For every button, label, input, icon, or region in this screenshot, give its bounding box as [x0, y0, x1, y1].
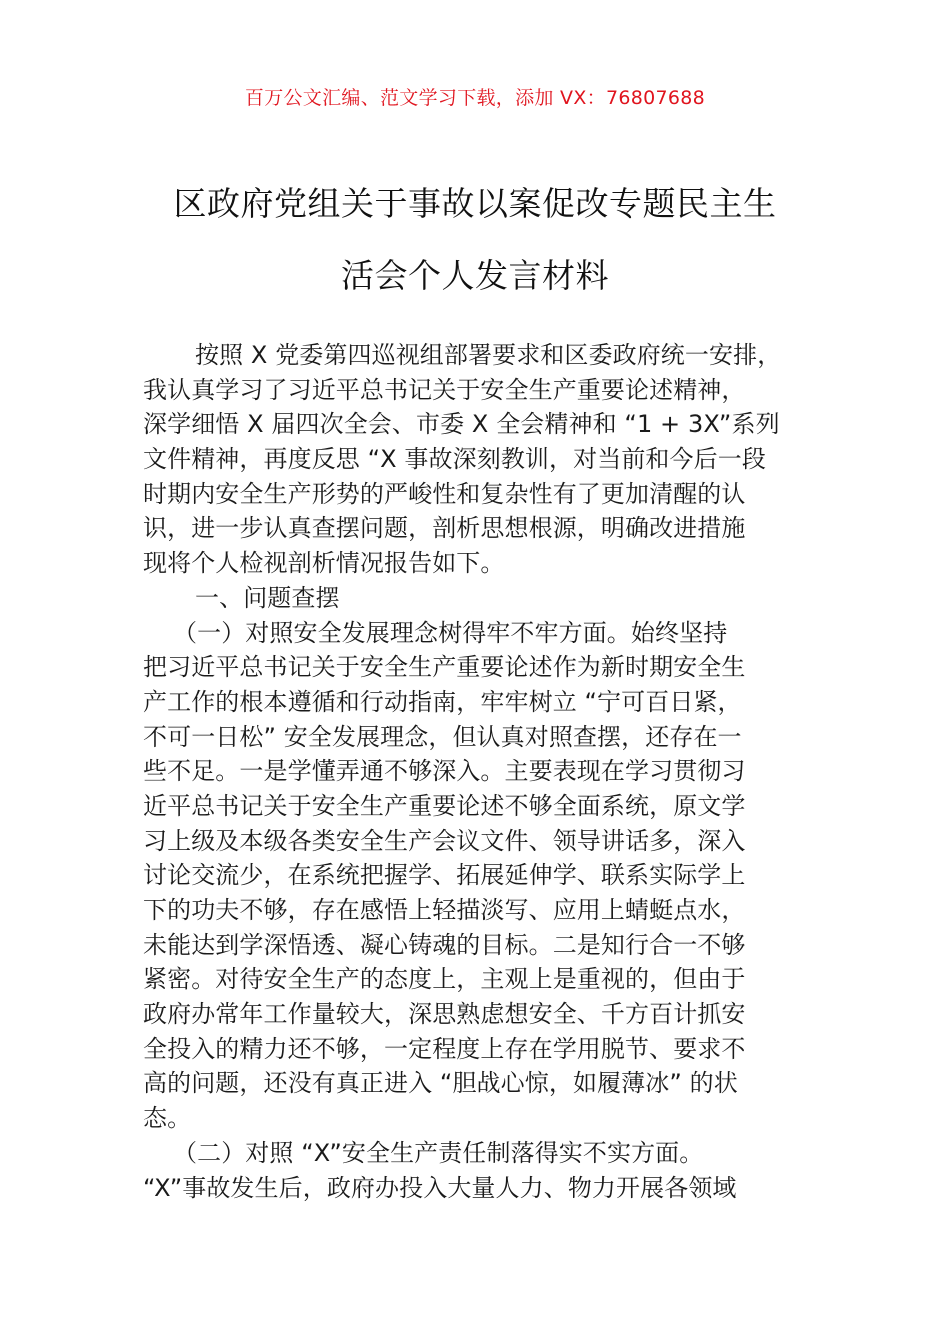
- subsection-1-line: 高的问题，还没有真正进入 “胆战心惊，如履薄冰” 的状: [143, 1069, 738, 1098]
- paragraph-intro-line: 时期内安全生产形势的严峻性和复杂性有了更加清醒的认: [143, 479, 746, 508]
- paragraph-intro-line: 文件精神，再度反思 “X 事故深刻教训，对当前和今后一段: [143, 445, 766, 474]
- subsection-1-line: 近平总书记关于安全生产重要论述不够全面系统，原文学: [143, 791, 746, 820]
- subsection-1-line: 些不足。一是学懂弄通不够深入。主要表现在学习贯彻习: [143, 757, 746, 786]
- subsection-1-line: （一）对照安全发展理念树得牢不牢方面。始终坚持: [173, 618, 728, 647]
- paragraph-intro-line: 按照 X 党委第四巡视组部署要求和区委政府统一安排，: [195, 341, 782, 369]
- subsection-1-line: 产工作的根本遵循和行动指南，牢牢树立 “宁可百日紧，: [143, 687, 742, 716]
- paragraph-intro-line: 识，进一步认真查摆问题，剖析思想根源，明确改进措施: [143, 514, 746, 543]
- subsection-1-line: 全投入的精力还不够，一定程度上存在学用脱节、要求不: [143, 1034, 746, 1063]
- paragraph-intro-line: 我认真学习了习近平总书记关于安全生产重要论述精神，: [143, 375, 746, 404]
- subsection-2-line: （二）对照 “X”安全生产责任制落得实不实方面。: [173, 1138, 704, 1167]
- subsection-1-line: 紧密。对待安全生产的态度上，主观上是重视的，但由于: [143, 965, 746, 994]
- subsection-1-line: 态。: [143, 1104, 192, 1133]
- subsection-1-line: 下的功夫不够，存在感悟上轻描淡写、应用上蜻蜓点水，: [143, 896, 746, 924]
- subsection-1-line: 政府办常年工作量较大，深思熟虑想安全、千方百计抓安: [143, 1000, 746, 1029]
- subsection-1-line: 把习近平总书记关于安全生产重要论述作为新时期安全生: [143, 653, 746, 682]
- document-title-line-1: 区政府党组关于事故以案促改专题民主生: [173, 184, 777, 223]
- subsection-2-line: “X”事故发生后，政府办投入大量人力、物力开展各领域: [143, 1173, 737, 1202]
- watermark-banner: 百万公文汇编、范文学习下载，添加 VX：76807688: [244, 87, 706, 109]
- section-heading-problems: 一、问题查摆: [195, 583, 340, 612]
- subsection-1-line: 讨论交流少，在系统把握学、拓展延伸学、联系实际学上: [143, 861, 746, 890]
- paragraph-intro-line: 现将个人检视剖析情况报告如下。: [143, 549, 505, 578]
- subsection-1-line: 不可一日松” 安全发展理念，但认真对照查摆，还存在一: [143, 722, 742, 751]
- document-body: [143, 338, 813, 1205]
- document-title-line-2: 活会个人发言材料: [341, 256, 609, 295]
- paragraph-intro-line: 深学细悟 X 届四次全会、市委 X 全会精神和 “1 + 3X”系列: [143, 410, 780, 439]
- subsection-1-line: 习上级及本级各类安全生产会议文件、领导讲话多，深入: [143, 826, 746, 855]
- subsection-1-line: 未能达到学深悟透、凝心铸魂的目标。二是知行合一不够: [143, 930, 746, 959]
